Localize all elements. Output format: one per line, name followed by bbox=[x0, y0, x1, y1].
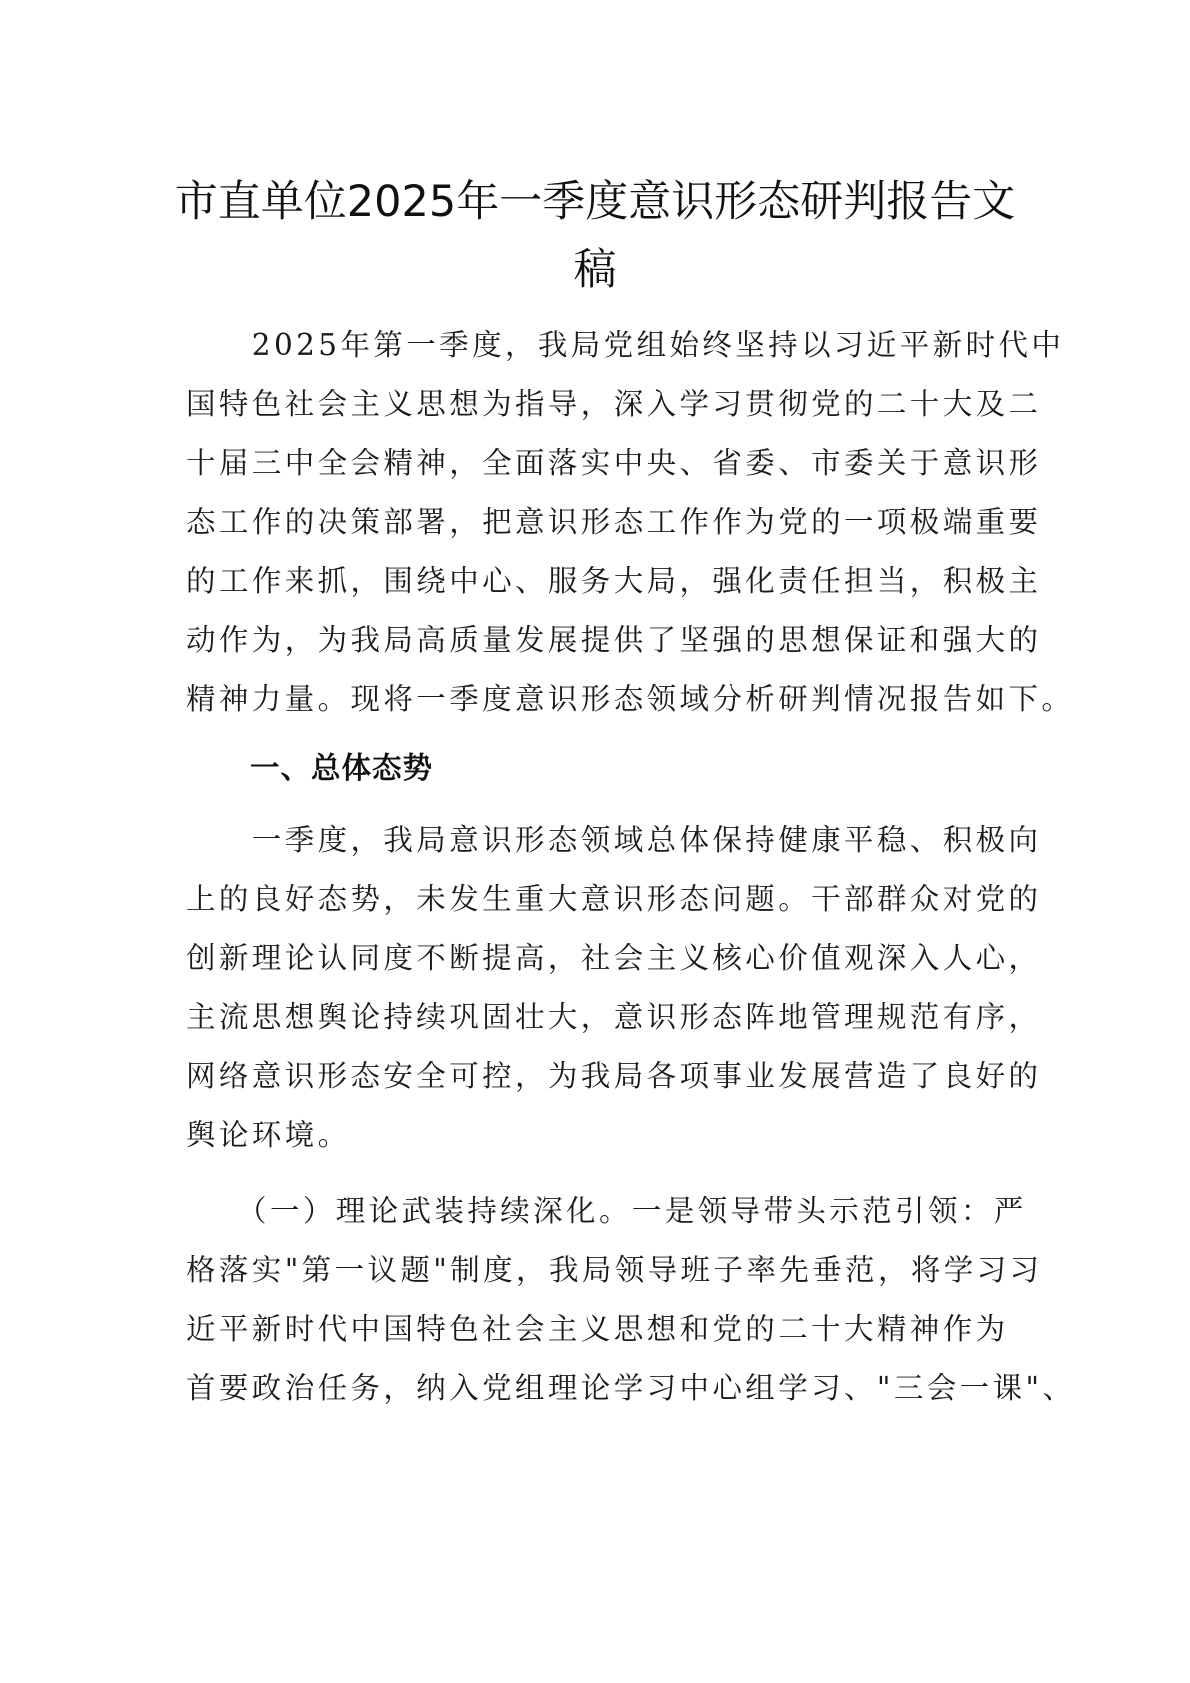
section-paragraph-line: 主流思想舆论持续巩固壮大，意识形态阵地管理规范有序， bbox=[186, 1000, 1042, 1034]
intro-line: 十届三中全会精神，全面落实中央、省委、市委关于意识形 bbox=[186, 446, 1042, 480]
intro-line: 精神力量。现将一季度意识形态领域分析研判情况报告如下。 bbox=[186, 682, 1075, 716]
subsection-paragraph-line: 近平新时代中国特色社会主义思想和党的二十大精神作为 bbox=[186, 1312, 1009, 1346]
intro-line: 2025年第一季度，我局党组始终坚持以习近平新时代中 bbox=[186, 328, 1065, 362]
section-paragraph-line: 网络意识形态安全可控，为我局各项事业发展营造了良好的 bbox=[186, 1059, 1042, 1093]
section-paragraph-line: 创新理论认同度不断提高，社会主义核心价值观深入人心， bbox=[186, 941, 1042, 975]
section-paragraph-line: 上的良好态势，未发生重大意识形态问题。干部群众对党的 bbox=[186, 882, 1042, 916]
intro-line: 动作为，为我局高质量发展提供了坚强的思想保证和强大的 bbox=[186, 623, 1042, 657]
intro-line: 国特色社会主义思想为指导，深入学习贯彻党的二十大及二 bbox=[186, 387, 1042, 421]
section-paragraph-line: 一季度，我局意识形态领域总体保持健康平稳、积极向 bbox=[186, 823, 1042, 857]
document-title-line-1: 市直单位2025年一季度意识形态研判报告文 bbox=[174, 177, 1016, 227]
section-paragraph-line: 舆论环境。 bbox=[186, 1118, 351, 1152]
subsection-paragraph-line: 格落实"第一议题"制度，我局领导班子率先垂范，将学习习 bbox=[186, 1253, 1043, 1287]
intro-line: 的工作来抓，围绕中心、服务大局，强化责任担当，积极主 bbox=[186, 564, 1042, 598]
subsection-paragraph-line: 首要政治任务，纳入党组理论学习中心组学习、"三会一课"、 bbox=[186, 1371, 1076, 1405]
subsection-paragraph-line: （一）理论武装持续深化。一是领导带头示范引领：严 bbox=[186, 1194, 1027, 1228]
section-heading: 一、总体态势 bbox=[250, 751, 434, 785]
intro-line: 态工作的决策部署，把意识形态工作作为党的一项极端重要 bbox=[186, 505, 1042, 539]
document-title-line-2: 稿 bbox=[573, 245, 617, 295]
